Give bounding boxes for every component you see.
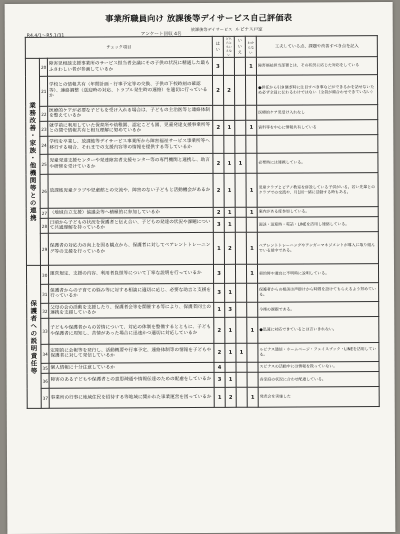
row-number: 26: [40, 174, 48, 208]
count-yes: 3: [213, 264, 224, 283]
improvement-note: 発表会を実施した: [258, 387, 379, 408]
item-text: 日頃から子どもの状況を保護者と伝え合い、子どもの発達の状況や課題について共通理解を持っているか: [48, 217, 213, 233]
row-number: 29: [40, 233, 48, 265]
count-unknown: 1: [246, 264, 257, 283]
count-no: [235, 264, 246, 283]
item-text: 医療的ケアが必要な子どもを受け入れる場合は、子どもの主治医等と連絡体制を整えているか: [48, 105, 213, 121]
row-number: 27: [40, 208, 48, 218]
row-number: 30: [40, 265, 48, 284]
row-number: 22: [40, 106, 48, 121]
count-no: [235, 173, 246, 207]
item-text: 放課後児童クラブや児童館との交流や、障害のない子どもと活動機会があるか: [48, 173, 213, 208]
survey-count: アンケート回収 4名: [140, 32, 182, 38]
table-row: [26, 173, 378, 209]
office-type: 放課後等デイサービス: [190, 26, 233, 33]
count-yes: 3: [212, 57, 223, 75]
item-text: 保護者の対応力の向上を図る観点から、保護者に対してペアレントトレーニング等の支援を行っているか: [48, 232, 213, 265]
item-text: 学校との情報共有（年間計画・行事予定等の交換、子供の下校時刻の確認等）、連絡調整（送迎時の対応、トラブル発生時の連絡）を適切に行っているか: [47, 75, 212, 106]
count-yes: 2: [214, 343, 225, 362]
count-yes: 3: [214, 283, 225, 302]
row-number: 34: [41, 344, 49, 363]
table-row: [27, 317, 379, 345]
item-text: 学校を卒業し、放課後等デイサービス事業所から障害福祉サービス事業所等へ移行する場合、それまでの支援内容等の情報を提供する等しているか: [48, 135, 213, 154]
improvement-note: 児童クラブとピアノ教室を併設している子供がいる。若い先輩とのクラブでの交流や、月1回一緒に活動する時もある。: [257, 173, 378, 208]
count-no: [236, 283, 247, 302]
improvement-note: 医療的ケア児受け入れなし: [257, 105, 378, 121]
period-label: R4.4/1～R5.1/31: [26, 33, 65, 39]
table-row: [26, 135, 378, 155]
count-somewhat: 2: [224, 232, 235, 264]
improvement-note: 障害福祉担当部署とは、その状況に応じた対応をしている: [256, 57, 377, 76]
header-note: 工夫している点、課題や改善すべき点を記入: [256, 36, 377, 58]
count-unknown: [247, 362, 258, 372]
row-number: 28: [40, 218, 48, 233]
count-no: 1: [236, 343, 247, 362]
count-unknown: [247, 343, 258, 362]
count-unknown: [247, 302, 258, 317]
count-no: [235, 120, 246, 135]
count-unknown: [247, 283, 258, 302]
count-somewhat: [223, 57, 234, 75]
improvement-note: ●迅速に対応できているとは言いきれない。: [258, 317, 379, 344]
count-no: [236, 302, 247, 317]
count-somewhat: 3: [225, 302, 236, 317]
row-number: 37: [41, 388, 49, 408]
improvement-note: 案内がある度参加している。: [257, 207, 378, 218]
row-number: 24: [40, 136, 48, 154]
count-somewhat: 1: [225, 343, 236, 362]
item-text: （地域自立支援）協議会等へ積極的に参加しているか: [48, 207, 213, 218]
header-item: チェック項目: [25, 36, 212, 58]
count-unknown: 1: [245, 57, 256, 75]
count-yes: 2: [213, 120, 224, 135]
row-number: 20: [39, 58, 47, 76]
item-text: 児童発達支援センターや発達障害者支援センター等の専門機関と連携し、助言や研修を受けているか: [48, 153, 213, 174]
count-no: [235, 105, 246, 120]
row-number: 35: [41, 363, 49, 373]
count-unknown: 1: [246, 207, 257, 217]
improvement-note: ルピナス通信・ホームページ・フェイスブック・LINEを活用している。: [258, 343, 379, 363]
count-unknown: [246, 135, 257, 153]
row-number: 25: [40, 154, 48, 174]
table-row: [26, 264, 378, 285]
improvement-note: [257, 135, 378, 154]
item-text: 定期的に会報等を発行し、活動概要や行事予定、連絡体制等の情報を子どもや保護者に対して発信しているか: [49, 343, 214, 363]
table-header-row: [25, 36, 377, 59]
count-unknown: [247, 372, 258, 387]
count-unknown: [246, 105, 257, 120]
item-text: 個人情報に十分注意しているか: [49, 362, 214, 373]
header-yes: はい: [212, 36, 223, 57]
count-no: [235, 75, 246, 105]
table-row: [25, 57, 377, 77]
improvement-note: 面談・送迎時・電話・LINEを活用し連絡している。: [257, 217, 378, 233]
count-yes: 2: [213, 207, 224, 217]
count-yes: 2: [213, 173, 224, 207]
count-unknown: 1: [247, 387, 258, 407]
count-somewhat: [224, 105, 235, 120]
count-no: [235, 232, 246, 264]
table-row: [25, 75, 377, 107]
count-yes: 3: [214, 372, 225, 387]
table-row: [26, 232, 378, 266]
count-yes: 2: [214, 317, 225, 343]
table-row: [26, 153, 378, 175]
table-row: [27, 343, 379, 364]
count-unknown: 1: [246, 173, 257, 207]
count-unknown: 1: [246, 120, 257, 135]
improvement-note: 各家庭の状況に合わせ配慮している。: [258, 372, 379, 388]
count-somewhat: 1: [224, 153, 235, 173]
count-somewhat: [224, 135, 235, 153]
improvement-note: 契約時や適宜に不明時に説明している。: [257, 264, 378, 284]
checklist-table: [25, 35, 380, 409]
count-no: 1: [235, 153, 246, 173]
count-somewhat: 1: [225, 283, 236, 302]
section-label: 保護者への説明責任等: [26, 265, 41, 408]
count-yes: 2: [213, 75, 224, 105]
count-unknown: [246, 153, 257, 173]
item-text: 父母の会の活動を支援したり、保護者会等を開催する等により、保護者同士の連携を支援しているか: [49, 302, 214, 318]
office-name: ルピナス戸室: [235, 27, 263, 33]
count-somewhat: [225, 362, 236, 372]
count-somewhat: 1: [224, 207, 235, 217]
count-no: [235, 207, 246, 217]
item-text: 事業所の行事に地域住民を招待する等地域に開かれた事業運営を図っているか: [49, 387, 214, 408]
count-no: [236, 362, 247, 372]
header-unknown: わからない: [245, 36, 256, 57]
improvement-note: ペアレントトレーニングやアンガーマネジメントが導入に取り組んでいる最中である。: [257, 232, 378, 265]
row-number: 23: [40, 121, 48, 136]
row-number: 36: [41, 373, 49, 388]
row-number: 31: [41, 284, 49, 303]
item-text: 就学前に利用していた保育所や幼稚園、認定こども園、児童発達支援事業所等との間で情報共有と相互理解に努めているか: [48, 120, 213, 136]
table-row: [27, 283, 379, 304]
count-yes: [213, 105, 224, 120]
office-info: [191, 27, 263, 33]
page-title: 事業所職員向け 放課後等デイサービス自己評価表: [105, 12, 293, 24]
count-no: [235, 217, 246, 232]
count-no: [236, 317, 247, 343]
item-text: 障害児相談支援事業所のサービス担当者会議にその子供の状況に精通した最もふさわしい者が参画しているか: [47, 57, 212, 76]
item-text: 保護者からの子育ての悩み等に対する相談に適切に応じ、必要な助言と支援を行っているか: [49, 283, 214, 303]
improvement-note: 必要時には連携している。: [257, 153, 378, 174]
count-no: [235, 135, 246, 153]
count-yes: 4: [214, 362, 225, 372]
count-yes: 3: [213, 217, 224, 232]
count-yes: [213, 135, 224, 153]
count-somewhat: 2: [225, 387, 236, 407]
improvement-note: 今後の課題である。: [258, 302, 379, 318]
count-somewhat: 1: [224, 173, 235, 207]
count-somewhat: 1: [225, 317, 236, 343]
count-yes: 1: [214, 387, 225, 407]
count-yes: 2: [213, 153, 224, 173]
count-unknown: 1: [246, 232, 257, 264]
count-somewhat: 2: [224, 75, 235, 105]
count-unknown: [246, 217, 257, 232]
improvement-note: スピナスの活動中には情報を扱っていない。: [258, 362, 379, 373]
header-somewhat: どちらともいえない: [223, 36, 234, 57]
improvement-note: 保護者からの相談は声掛けから時間を設けてもらえるよう努めている。: [258, 283, 379, 303]
section-label: 業務改善・家族・他機関等との連携: [25, 58, 40, 265]
improvement-note: 資料等を中心に情報共有している: [257, 120, 378, 136]
count-yes: 1: [214, 302, 225, 317]
count-unknown: [246, 75, 257, 105]
improvement-note: ●担任から引き継ぎ時に注目すべき事などができるかを話せないため必ず全員に伝わるわけではない（全員が顔合わせできていない）: [257, 75, 378, 106]
count-no: [236, 387, 247, 407]
item-text: 運営規定、支援の内容、利用者負担等について丁寧な説明を行っているか: [48, 264, 213, 284]
row-number: 21: [39, 76, 47, 106]
row-number: 32: [41, 303, 49, 318]
count-somewhat: 1: [225, 372, 236, 387]
row-number: 33: [41, 318, 49, 344]
count-no: [234, 57, 245, 75]
header-no: いいえ: [234, 36, 245, 57]
count-somewhat: [224, 264, 235, 283]
count-no: [236, 372, 247, 387]
item-text: 子どもや保護者からの苦情について、対応の体制を整備するとともに、子どもや保護者に周知し、苦情があった場合に迅速かつ適切に対応しているか: [49, 317, 214, 344]
count-somewhat: 1: [224, 217, 235, 232]
item-text: 障害のある子どもや保護者との意思疎通や情報伝達のための配慮をしているか: [49, 372, 214, 388]
evaluation-sheet: [5, 2, 396, 534]
table-row: [27, 387, 379, 409]
count-somewhat: 1: [224, 120, 235, 135]
count-unknown: 1: [247, 317, 258, 343]
count-yes: 1: [213, 232, 224, 264]
